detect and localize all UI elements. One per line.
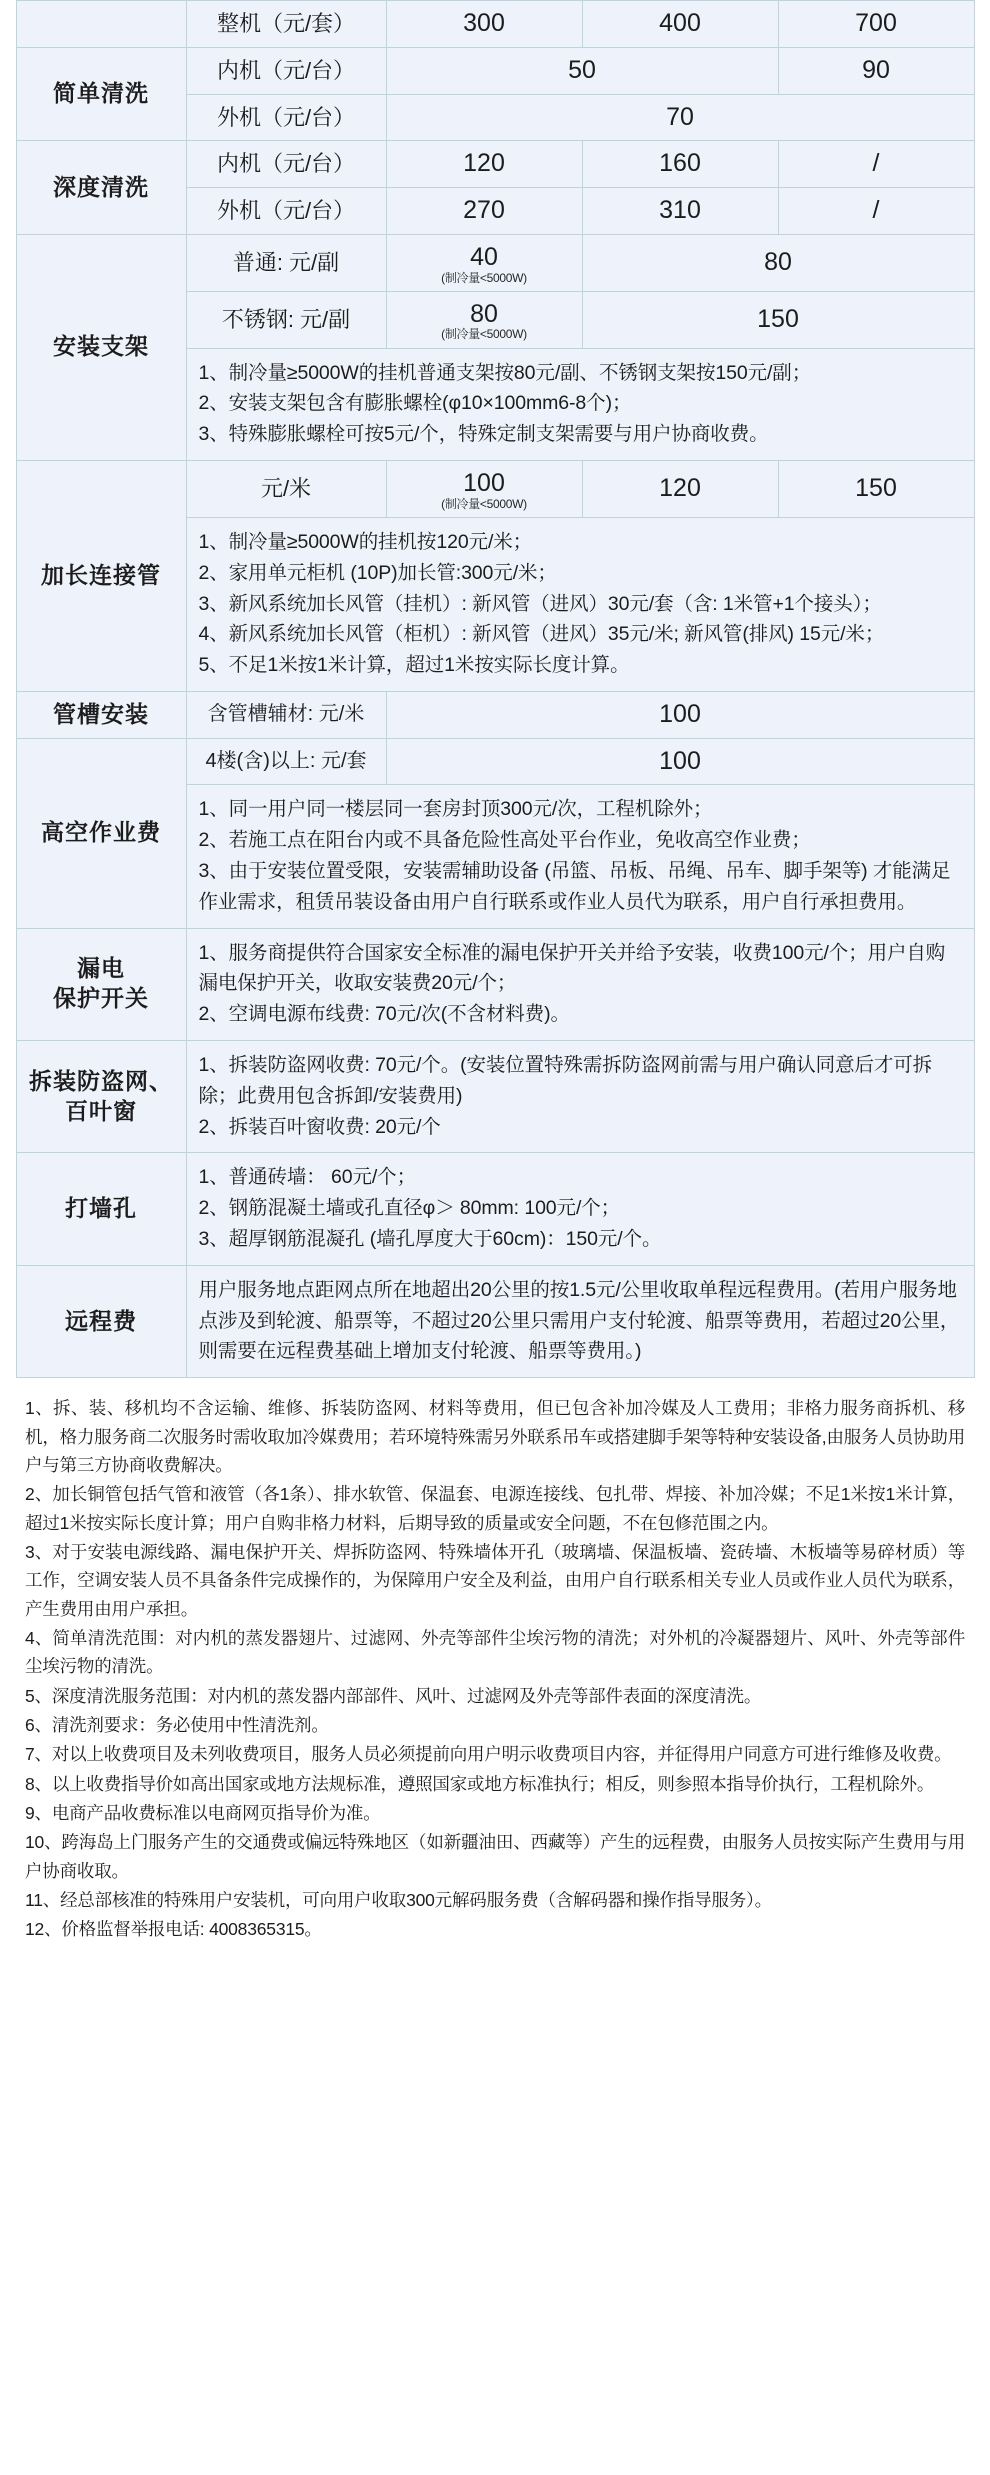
service-price-table [16, 0, 975, 1378]
price-value: 120 [659, 474, 701, 503]
footnote-item: 5、深度清洗服务范围：对内机的蒸发器内部部件、风叶、过滤网及外壳等部件表面的深度清洗。 [25, 1685, 762, 1706]
price-value: 70 [666, 102, 694, 131]
category-cell: 高空作业费 [16, 738, 186, 928]
price-value: 80 [764, 247, 792, 276]
item-label-cell: 4楼(含)以上: 元/套 [186, 738, 386, 785]
footnotes-section [25, 1394, 965, 1944]
category-cell: 简单清洗 [16, 47, 186, 141]
note-line: 3、超厚钢筋混凝孔 (墙孔厚度大于60cm)：150元/个。 [198, 1228, 662, 1250]
note-line: 2、安装支架包含有膨胀螺栓(φ10×100mm6-8个)； [198, 392, 632, 415]
item-label-cell: 外机（元/台） [186, 188, 386, 235]
table-row [16, 1, 974, 48]
footnote-item: 4、简单清洗范围：对内机的蒸发器翅片、过滤网、外壳等部件尘埃污物的清洗；对外机的冷凝器翅片、风叶、外壳等部件尘埃污物的清洗。 [25, 1627, 965, 1677]
price-cell [386, 47, 778, 94]
price-cell [386, 461, 582, 518]
note-line: 5、不足1米按1米计算，超过1米按实际长度计算。 [198, 654, 630, 677]
category-cell-empty [16, 1, 186, 48]
price-cell [778, 461, 974, 518]
note-line: 4、新风系统加长风管（柜机）: 新风管（进风）35元/米; 新风管(排风) 15元/米； [198, 623, 885, 646]
item-label-cell: 内机（元/台） [186, 47, 386, 94]
price-value: / [872, 149, 880, 178]
price-cell [386, 291, 582, 348]
item-label-cell: 外机（元/台） [186, 94, 386, 141]
category-cell: 漏电 保护开关 [16, 928, 186, 1040]
price-cell [778, 1, 974, 48]
category-cell: 安装支架 [16, 234, 186, 460]
price-table-body [16, 1, 974, 1378]
footnote-item: 11、经总部核准的特殊用户安装机，可向用户收取300元解码服务费（含解码器和操作指导服务）。 [25, 1890, 772, 1911]
price-cell [582, 188, 778, 235]
category-cell: 远程费 [16, 1265, 186, 1377]
table-row [16, 928, 974, 1040]
table-row [16, 141, 974, 188]
price-value: 310 [659, 196, 701, 224]
price-cell [386, 94, 974, 141]
footnote-item: 2、加长铜管包括气管和液管（各1条）、排水软管、保温套、电源连接线、包扎带、焊接、补加冷媒；不足1米按1米计算，超过1米按实际长度计算；用户自购非格力材料，后期导致的质量或安全问题，不在包修范围之内。 [25, 1484, 965, 1533]
category-cell: 打墙孔 [16, 1153, 186, 1265]
note-line: 用户服务地点距网点所在地超出20公里的按1.5元/公里收取单程远程费用。(若用户服务地点涉及到轮渡、船票等，不超过20公里只需用户支付轮渡、船票等费用，若超过20公里，则需要在远程费基础上增加支付轮渡、船票等费用。) [198, 1278, 960, 1363]
footnote-item: 8、以上收费指导价如高出国家或地方法规标准，遵照国家或地方标准执行；相反，则参照本指导价执行，工程机除外。 [25, 1773, 935, 1794]
table-row [16, 461, 974, 518]
note-line: 2、若施工点在阳台内或不具备危险性高处平台作业，免收高空作业费； [198, 829, 811, 852]
price-value: 150 [855, 474, 897, 503]
category-cell: 管槽安装 [16, 691, 186, 738]
note-line: 1、普通砖墙： 60元/个； [198, 1166, 416, 1189]
note-line: 1、同一用户同一楼层同一套房封顶300元/次，工程机除外； [198, 798, 713, 821]
price-value: 700 [855, 9, 897, 37]
price-value: 300 [463, 9, 505, 37]
price-value: 80 [470, 299, 498, 328]
notes-cell [186, 928, 974, 1040]
item-label-cell: 含管槽辅材: 元/米 [186, 691, 386, 738]
table-row [16, 234, 974, 291]
price-cell [386, 234, 582, 291]
footnote-item: 3、对于安装电源线路、漏电保护开关、焊拆防盗网、特殊墙体开孔（玻璃墙、保温板墙、瓷砖墙、木板墙等易碎材质）等工作，空调安装人员不具备条件完成操作的，为保障用户安全及利益，由用户自行联系相关专业人员或作业人员代为联系，产生费用由用户承担。 [25, 1541, 965, 1619]
item-label-cell: 整机（元/套） [186, 1, 386, 48]
footnote-item: 12、价格监督举报电话: 4008365315。 [25, 1919, 322, 1940]
notes-cell [186, 348, 974, 460]
price-value: 100 [659, 699, 701, 728]
note-line: 2、钢筋混凝土墙或孔直径φ＞ 80mm: 100元/个； [198, 1197, 621, 1220]
price-value: 400 [659, 9, 701, 37]
price-value: 150 [757, 304, 799, 333]
note-line: 1、制冷量≥5000W的挂机普通支架按80元/副、不锈钢支架按150元/副； [198, 361, 812, 384]
price-cell [778, 188, 974, 235]
price-condition-note: (制冷量<5000W) [441, 270, 527, 285]
table-row [16, 1265, 974, 1377]
note-line: 2、空调电源布线费: 70元/次(不含材料费)。 [198, 1003, 570, 1026]
price-cell [582, 234, 974, 291]
price-cell [778, 47, 974, 94]
item-label-cell: 不锈钢: 元/副 [186, 291, 386, 348]
price-cell [386, 188, 582, 235]
notes-cell [186, 1153, 974, 1265]
notes-cell [186, 517, 974, 691]
notes-cell [186, 1041, 974, 1153]
note-line: 3、新风系统加长风管（挂机）: 新风管（进风）30元/套（含: 1米管+1个接头）； [198, 592, 882, 615]
item-label-cell: 元/米 [186, 461, 386, 518]
footnote-item: 1、拆、装、移机均不含运输、维修、拆装防盗网、材料等费用，但已包含补加冷媒及人工费用；非格力服务商拆机、移机，格力服务商二次服务时需收取加冷媒费用；若环境特殊需另外联系吊车或搭建脚手架等特种安装设备,由服务人员协助用户与第三方协商收费解决。 [25, 1398, 965, 1475]
price-condition-note: (制冷量<5000W) [441, 327, 527, 342]
category-cell: 深度清洗 [16, 141, 186, 235]
table-row [16, 1153, 974, 1265]
price-value: 270 [463, 196, 505, 224]
price-value: 100 [659, 746, 701, 775]
price-value: 100 [463, 469, 505, 498]
notes-cell [186, 1265, 974, 1377]
price-value: 90 [862, 55, 890, 84]
category-cell: 加长连接管 [16, 461, 186, 692]
table-row [16, 691, 974, 738]
footnote-item: 7、对以上收费项目及未列收费项目，服务人员必须提前向用户明示收费项目内容，并征得用户同意方可进行维修及收费。 [25, 1744, 952, 1765]
item-label-cell: 普通: 元/副 [186, 234, 386, 291]
category-cell: 拆装防盗网、 百叶窗 [16, 1041, 186, 1153]
note-line: 2、家用单元柜机 (10P)加长管:300元/米； [198, 561, 557, 584]
price-condition-note: (制冷量<5000W) [441, 496, 527, 511]
price-value: 160 [659, 149, 701, 178]
price-value: 40 [470, 242, 498, 271]
table-row [16, 738, 974, 785]
price-cell [386, 738, 974, 785]
price-cell [386, 691, 974, 738]
price-cell [386, 141, 582, 188]
price-value: / [872, 196, 880, 224]
note-line: 1、制冷量≥5000W的挂机按120元/米； [198, 530, 533, 553]
table-row [16, 47, 974, 94]
item-label-cell: 内机（元/台） [186, 141, 386, 188]
price-value: 50 [568, 55, 596, 84]
note-line: 3、特殊膨胀螺栓可按5元/个，特殊定制支架需要与用户协商收费。 [198, 423, 769, 446]
note-line: 1、服务商提供符合国家安全标准的漏电保护开关并给予安装，收费100元/个；用户自购漏电保护开关，收取安装费20元/个； [198, 941, 946, 995]
note-line: 2、拆装百叶窗收费: 20元/个 [198, 1115, 441, 1138]
price-cell [582, 461, 778, 518]
price-cell [582, 291, 974, 348]
note-line: 3、由于安装位置受限，安装需辅助设备 (吊篮、吊板、吊绳、吊车、脚手架等) 才能满足作业需求，租赁吊装设备由用户自行联系或作业人员代为联系，用户自行承担费用。 [198, 860, 951, 913]
price-cell [582, 141, 778, 188]
price-cell [582, 1, 778, 48]
footnote-item: 9、电商产品收费标准以电商网页指导价为准。 [25, 1803, 381, 1823]
footnote-item: 10、跨海岛上门服务产生的交通费或偏远特殊地区（如新疆油田、西藏等）产生的远程费，由服务人员按实际产生费用与用户协商收取。 [25, 1832, 965, 1881]
table-row [16, 1041, 974, 1153]
note-line: 1、拆装防盗网收费: 70元/个。(安装位置特殊需拆防盗网前需与用户确认同意后才可拆除；此费用包含拆卸/安装费用) [198, 1054, 933, 1107]
footnote-item: 6、清洗剂要求：务必使用中性清洗剂。 [25, 1714, 329, 1735]
notes-cell [186, 785, 974, 928]
price-value: 120 [463, 149, 505, 178]
price-cell [386, 1, 582, 48]
price-cell [778, 141, 974, 188]
